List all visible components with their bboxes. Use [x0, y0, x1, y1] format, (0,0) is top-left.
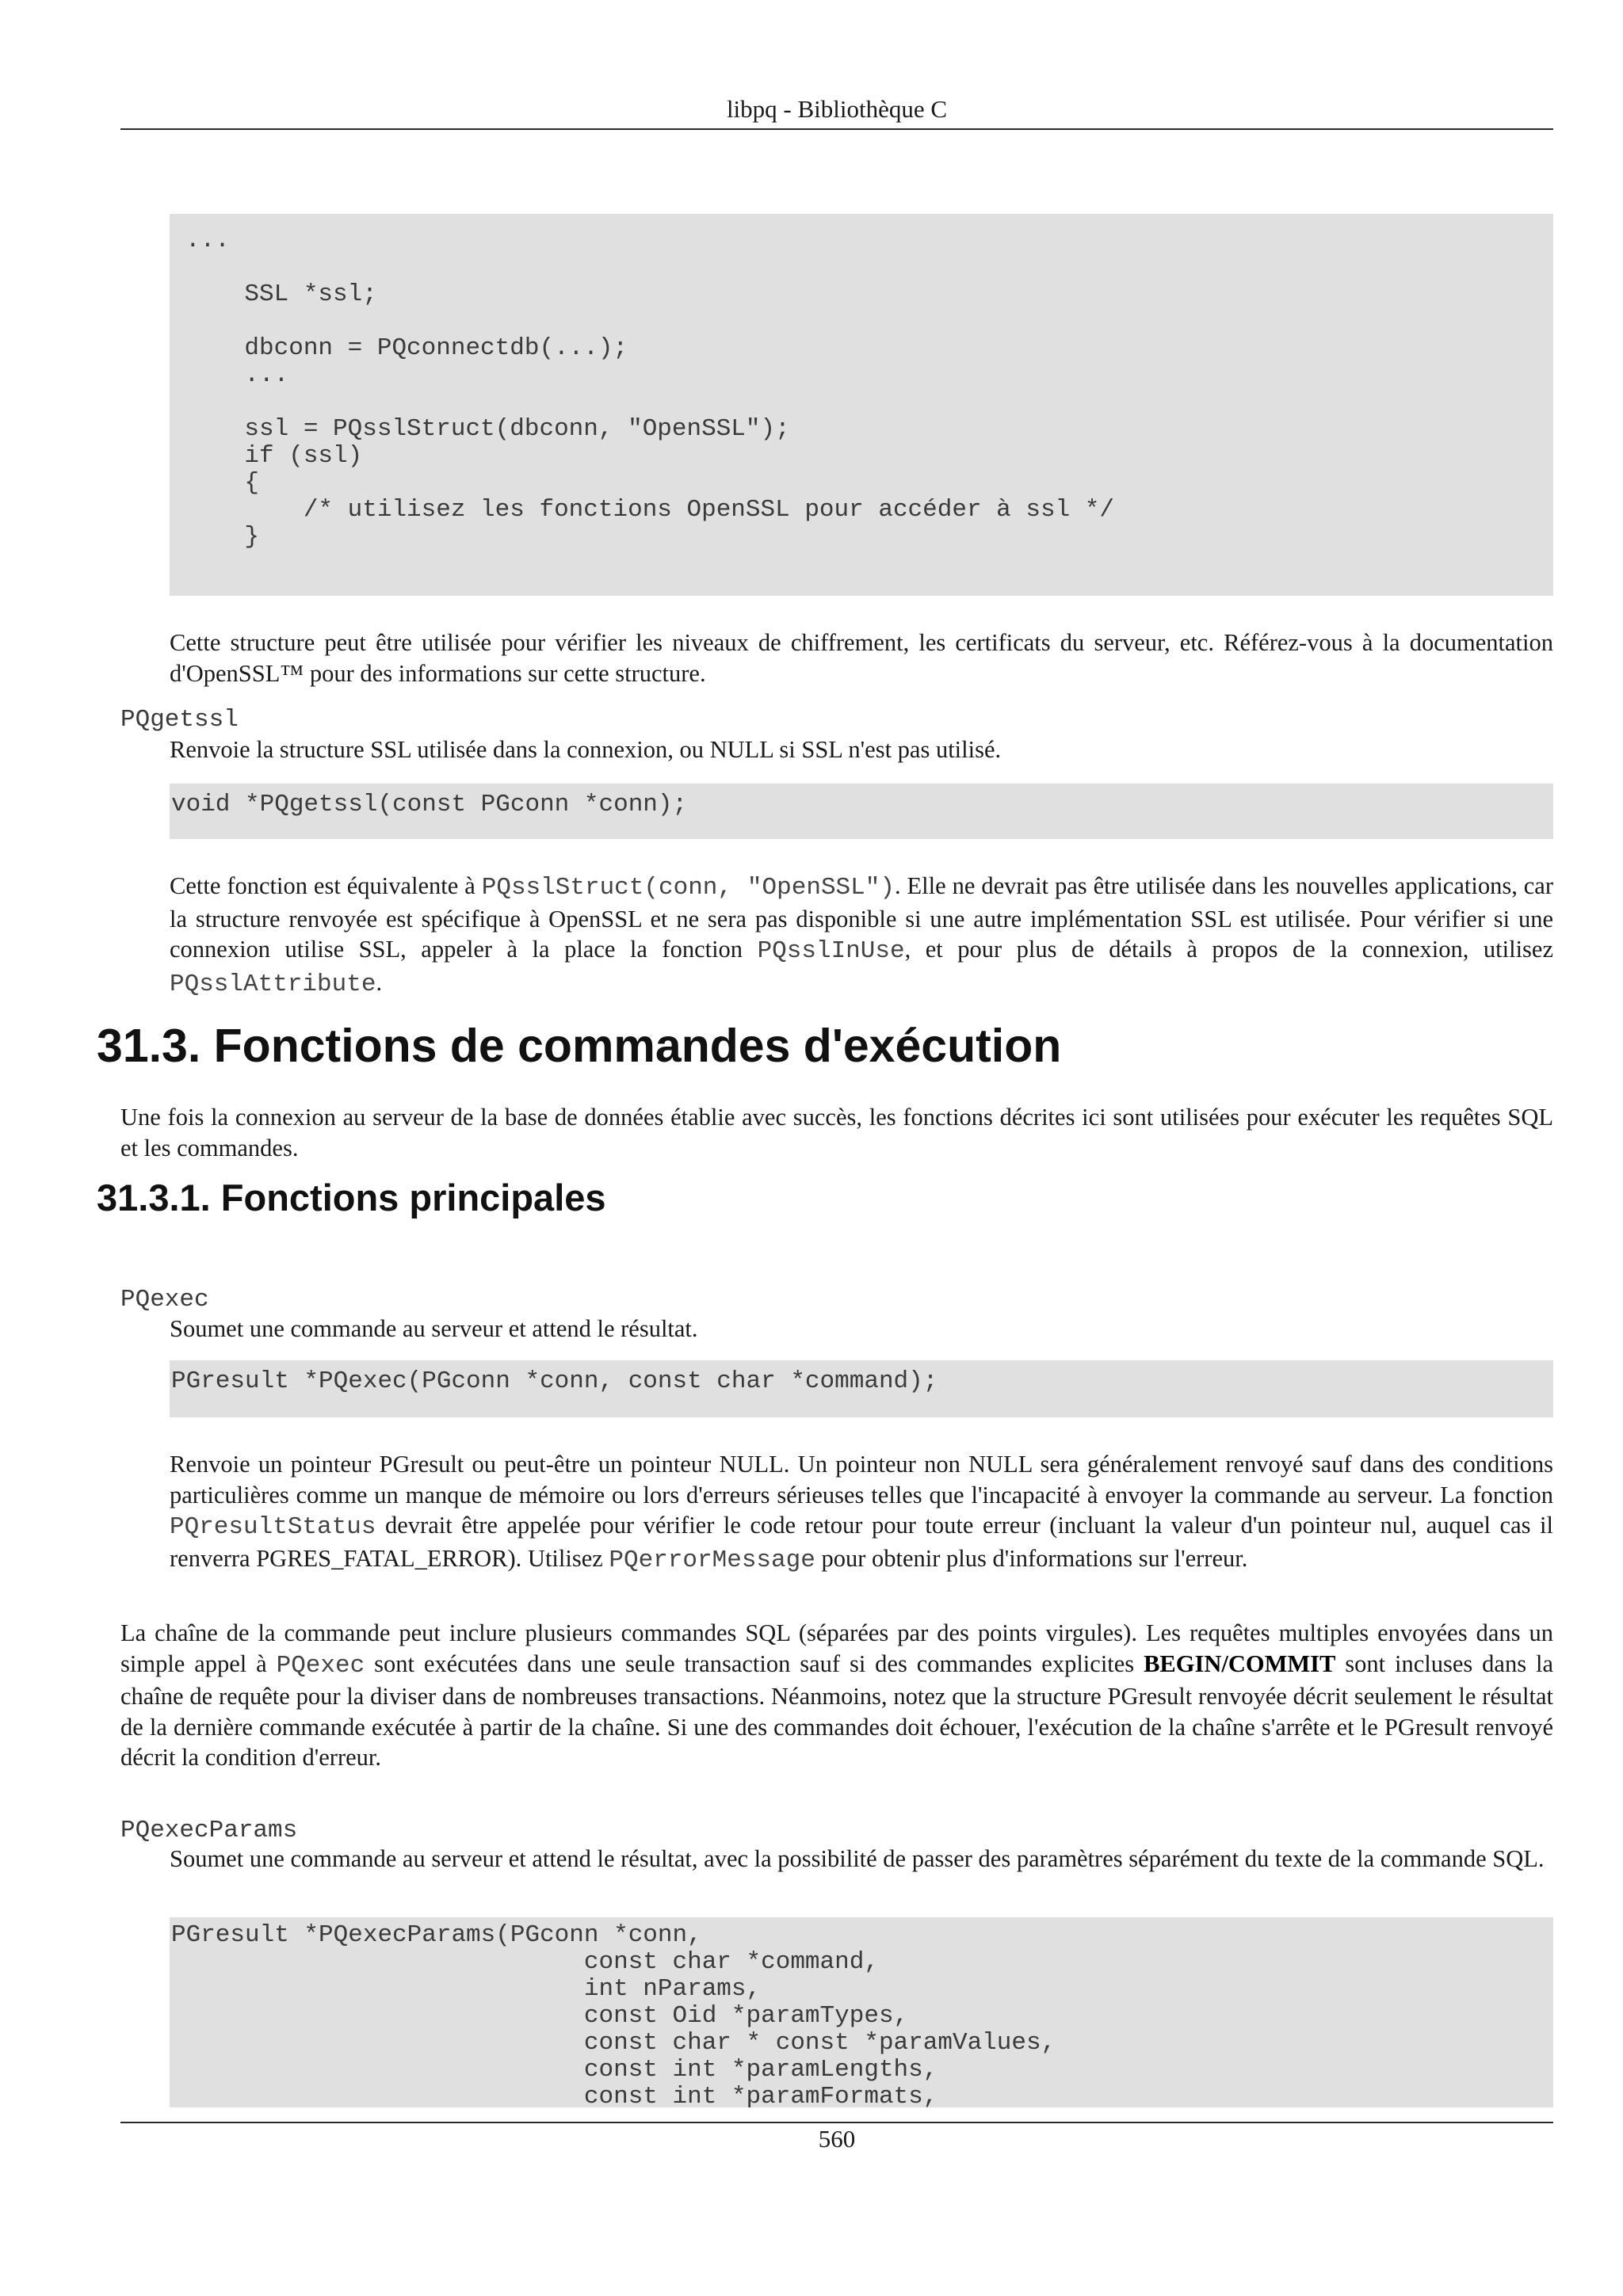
inline-code: PQsslAttribute [170, 970, 376, 998]
code-block-pqexec: PGresult *PQexec(PGconn *conn, const char *command); [170, 1360, 1553, 1417]
pqexecparams-description: Soumet une commande au serveur et attend le résultat, avec la possibilité de passer des paramètres séparément du texte de la commande SQL. [170, 1845, 1545, 1872]
bold-keyword: COMMIT [1228, 1650, 1336, 1677]
pqexec-multiple-commands-paragraph: La chaîne de la commande peut inclure plusieurs commandes SQL (séparées par des points virgules). Les requêtes multiples envoyées dans un simple appel à PQexec sont exécutées dans une seule transaction sauf si des commandes explicites BEGIN/COMMIT sont incluses dans la chaîne de requête pour la diviser dans de nombreuses transactions. Néanmoins, notez que la structure PGresult renvoyée décrit seulement le résultat de la dernière commande exécutée à partir de la chaîne. Si une des commandes doit échouer, l'exécution de la chaîne s'arrête et le PGresult renvoyé décrit la condition d'erreur. [120, 1619, 1553, 1771]
paragraph-ssl-structure: Cette structure peut être utilisée pour vérifier les niveaux de chiffrement, les certificats du serveur, etc. Référez-vous à la documentation d'OpenSSL™ pour des informations sur cette structure. [170, 629, 1553, 687]
code-block-pqexecparams: PGresult *PQexecParams(PGconn *conn, const char *command, int nParams, const Oid *paramTypes, const char * const *paramValues, const int *paramLengths, const int *paramFormats, [170, 1917, 1553, 2107]
term-pqgetssl: PQgetssl [120, 706, 239, 734]
header-rule [120, 128, 1553, 130]
running-header: libpq - Bibliothèque C [726, 95, 948, 123]
inline-code: PQresultStatus [170, 1513, 376, 1541]
pqexec-description: Soumet une commande au serveur et attend le résultat. [170, 1315, 698, 1342]
inline-code: PQexec [276, 1651, 365, 1680]
inline-code: PQerrorMessage [609, 1546, 815, 1574]
page-number: 560 [818, 2125, 856, 2153]
code-block-ssl-example: ... SSL *ssl; dbconn = PQconnectdb(...); ... ssl = PQsslStruct(dbconn, "OpenSSL"); if (ssl) { /* utilisez les fonctions OpenSSL pour accéder à ssl */ } [170, 214, 1553, 596]
section-title: 31.3. Fonctions de commandes d'exécution [97, 1020, 1062, 1072]
inline-code: PQsslInUse [757, 937, 905, 965]
pqgetssl-description: Renvoie la structure SSL utilisée dans la connexion, ou NULL si SSL n'est pas utilisé. [170, 736, 1002, 763]
pqexec-return-paragraph: Renvoie un pointeur PGresult ou peut-être un pointeur NULL. Un pointeur non NULL sera généralement renvoyé sauf dans des conditions particulières comme un manque de mémoire ou lors d'erreurs sérieuses telles que l'incapacité à envoyer la commande au serveur. La fonction PQresultStatus devrait être appelée pour vérifier le code retour pour toute erreur (incluant la valeur d'un pointeur nul, auquel cas il renverra PGRES_FATAL_ERROR). Utilisez PQerrorMessage pour obtenir plus d'informations sur l'erreur. [170, 1451, 1553, 1574]
bold-keyword: BEGIN [1144, 1650, 1222, 1677]
pqgetssl-note: Cette fonction est équivalente à PQsslStruct(conn, "OpenSSL"). Elle ne devrait pas être utilisée dans les nouvelles applications, car la structure renvoyée est spécifique à OpenSSL et ne sera pas disponible si une autre implémentation SSL est utilisée. Pour vérifier si une connexion utilise SSL, appeler à la place la fonction PQsslInUse, et pour plus de détails à propos de la connexion, utilisez PQsslAttribute. [170, 872, 1553, 998]
term-pqexecparams: PQexecParams [120, 1817, 298, 1844]
section-intro: Une fois la connexion au serveur de la base de données établie avec succès, les fonctions décrites ici sont utilisées pour exécuter les requêtes SQL et les commandes. [120, 1104, 1553, 1161]
subsection-title: 31.3.1. Fonctions principales [97, 1177, 606, 1219]
inline-code: PQsslStruct(conn, "OpenSSL") [481, 874, 895, 902]
term-pqexec: PQexec [120, 1286, 209, 1314]
code-block-pqgetssl: void *PQgetssl(const PGconn *conn); [170, 784, 1553, 839]
